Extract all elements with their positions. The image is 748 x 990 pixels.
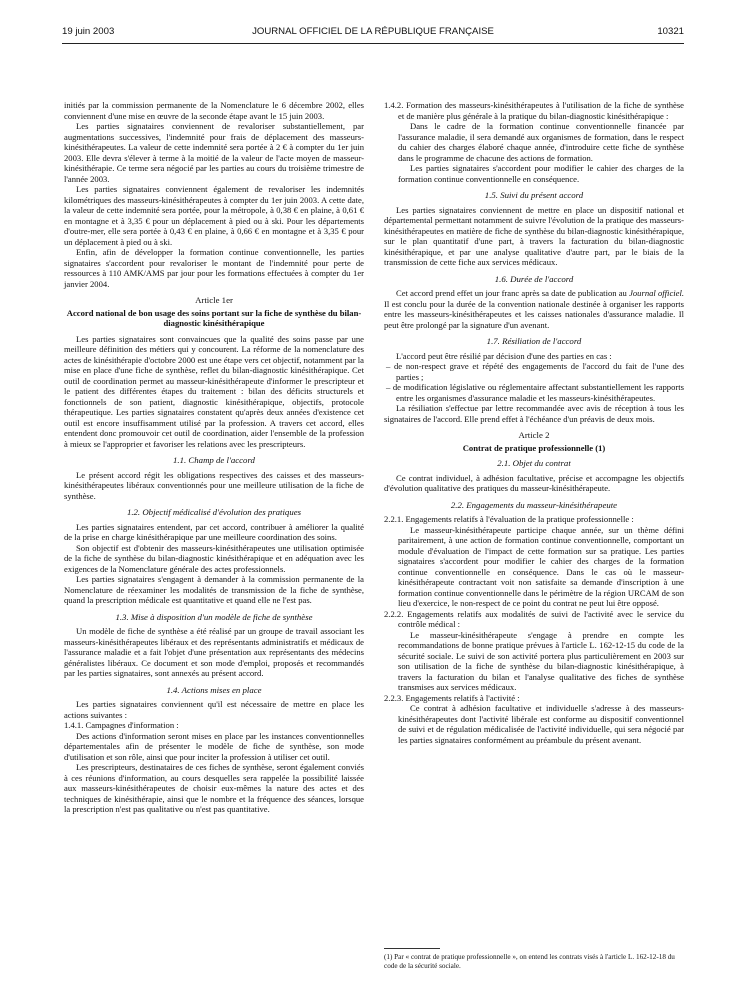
paragraph: La résiliation s'effectue par lettre recommandée avec avis de réception à tous les signataires de l'accord. Elle prend effet à l'échéance d'un préavis de deux mois. [384,403,684,424]
section-heading: 1.7. Résiliation de l'accord [486,336,582,346]
section-heading: 1.3. Mise à disposition d'un modèle de fiche de synthèse [115,611,313,622]
subsection-heading: 1.4.2. Formation des masseurs-kinésithérapeutes à l'utilisation de la fiche de synthèse et de manière plus générale à la pratique du bilan-diagnostic kinésithérapique : [384,100,684,121]
section-heading: 1.1. Champ de l'accord [173,455,255,465]
section-heading: 1.2. Objectif médicalisé d'évolution des pratiques [126,507,302,517]
list-item: – de non-respect grave et répété des engagements de l'accord du fait de l'une des parties ; [386,361,684,382]
list-item: – de modification législative ou réglementaire affectant substantiellement les rapports entre les organismes d'assurance maladie et les masseurs-kinésithérapeutes. [386,382,684,403]
paragraph: Des actions d'information seront mises en place par les instances conventionnelles départementales afin de présenter le modèle de fiche de synthèse, son mode d'utilisation et son rôle, ainsi que pour inciter la profession à utiliser cet outil. [64,730,364,762]
paragraph: Les prescripteurs, destinataires de ces fiches de synthèse, seront également conviés à ces réunions d'information, au cours desquelles sera rappelée la possibilité laissée aux masseurs-kinésithérapeutes de choisir eux-mêmes la nature des actes et des techniques de kinésithérapie, ainsi que le nombre et la fréquence des séances, lorsque la prescription n'est pas qualitative ou n'est pas quantitative. [64,762,364,814]
right-column [384,100,684,745]
left-column [64,100,364,815]
section-heading: 1.6. Durée de l'accord [494,273,574,284]
paragraph: Le masseur-kinésithérapeute s'engage à prendre en compte les recommandations de bonne pratique prévues à l'article L. 162-12-15 du code de la sécurité sociale. Le suivi de son activité portera plus particulièrement en 2003 sur son utilisation de la fiche de synthèse du bilan-diagnostic kinésithérapique, à travers la facturation du bilan et l'analyse qualitative des fiches de synthèse transmises aux services médicaux. [398,629,684,692]
subsection-heading: 1.4.1. Campagnes d'information : [64,720,179,730]
page-header [62,26,684,40]
paragraph [384,288,684,330]
paragraph: Le masseur-kinésithérapeute participe chaque année, sur un thème défini paritairement, à une action de formation continue conventionnelle, comportant un module d'évaluation de l'impact de cette formation sur sa pratique. Les parties signataires s'accordent pour modifier le cahier des charges de la formation continue conventionnelle en conséquence. Dans le cas où le masseur-kinésithérapeute contractant voit non satisfaite sa demande d'inscription à une formation continue conventionnelle dans le périmètre de la région URCAM de son lieu d'exercice, le non-respect de ce point du contrat ne peut lui être opposé. [398,524,684,608]
paragraph: Les parties signataires conviennent également de revaloriser les indemnités kilométriques des masseurs-kinésithérapeutes à compter du 1er juin 2003. A cette date, la valeur de cette indemnité sera portée, pour la métropole, à 0,38 € en plaine, à 0,61 € en montagne et à 3,35 € pour un déplacement à pied ou à ski. Pour les départements d'outre-mer, elle sera portée à 0,43 € en plaine, à 0,66 € en montagne et à 3,35 € pour un déplacement à pied ou à ski. [64,184,364,247]
paragraph: Les parties signataires conviennent de mettre en place un dispositif national et départemental permettant notamment de suivre l'évolution de la pratique des masseurs-kinésithérapeutes en matière de fiche de synthèse du bilan-diagnostic kinésithérapique, sur le plan quantitatif d'une part, à travers la facturation du bilan-diagnostic kinésithérapique, et par une analyse qualitative d'autre part, par le biais de la transmission de cette fiche aux services médicaux. [384,204,684,267]
section-heading: 1.4. Actions mises en place [166,684,262,695]
section-heading: 2.2. Engagements du masseur-kinésithérapeute [450,499,618,510]
subsection-heading: 2.2.3. Engagements relatifs à l'activité : [384,692,520,703]
paragraph: initiés par la commission permanente de la Nomenclature le 6 décembre 2002, elles conviennent d'une mise en œuvre de la seconde étape avant le 15 juin 2003. [64,100,364,121]
footnote-rule [384,948,440,949]
text-run: Il est conclu pour la durée de la convention nationale destinée à organiser les rapports entre les masseurs-kinésithérapeutes et les caisses nationales d'assurance maladie. Il peut être prolongé par la signature d'un avenant. [384,298,684,330]
section-heading: 2.1. Objet du contrat [497,458,571,468]
article-1-heading: Article 1er [195,295,233,305]
paragraph: Dans le cadre de la formation continue conventionnelle financée par l'assurance maladie, il sera demandé aux organismes de formation, dans le respect du cahier des charges élaboré chaque année, d'introduire cette fiche de synthèse dans le programme de chacune des actions de formation. [398,121,684,163]
paragraph: Les parties signataires s'engagent à demander à la commission permanente de la Nomenclature de réexaminer les modalités de transmission de la fiche de synthèse, quand la prescription médicale est quantitative et quand elle ne l'est pas. [64,574,364,605]
subsection-heading: 2.2.2. Engagements relatifs aux modalités de suivi de l'activité avec le service du contrôle médical : [384,608,684,629]
paragraph: Son objectif est d'obtenir des masseurs-kinésithérapeutes une utilisation optimisée de la fiche de synthèse du bilan-diagnostic kinésithérapique et en adéquation avec les exigences de la Nomenclature générale des actes professionnels. [64,542,364,574]
header-date: 19 juin 2003 [62,26,115,37]
paragraph: Enfin, afin de développer la formation continue conventionnelle, les parties signataires s'accordent pour revaloriser le montant de l'indemnité pour perte de ressources à 110 AMK/AMS par jour pour les formations effectuées à compter du 1er janvier 2004. [64,247,364,289]
paragraph: Les parties signataires conviennent de revaloriser substantiellement, par augmentations successives, l'indemnité pour frais de déplacement des masseurs-kinésithérapeutes. La valeur de cette indemnité sera portée à 2 € à compter du 1er juin 2003. Elle devra s'élever à terme à la moitié de la valeur de l'acte moyen de masseur-kinésithérapie. Ce terme sera négocié par les parties au cours du troisième trimestre de l'année 2003. [64,121,364,184]
paragraph: Un modèle de fiche de synthèse a été réalisé par un groupe de travail associant les masseurs-kinésithérapeutes libéraux et des représentants administratifs et médicaux de l'assurance maladie et a fait l'objet d'une présentation aux représentants des médecins généralistes libéraux. Ce document et son mode d'emploi, proposés et recommandés par les parties signataires, sont annexés au présent accord. [64,626,364,678]
header-page-number: 10321 [657,26,684,37]
paragraph: Le présent accord régit les obligations respectives des caisses et des masseurs-kinésithérapeutes libéraux conventionnés pour une meilleure utilisation de la fiche de synthèse. [64,469,364,501]
article-1-title: Accord national de bon usage des soins portant sur la fiche de synthèse du bilan-diagnostic kinésithérapique [66,307,362,328]
paragraph: Ce contrat à adhésion facultative et individuelle s'adresse à des masseurs-kinésithérapeutes dont l'activité libérale est conforme au dispositif conventionnel de suivi et de régulation médicalisée de l'activité individuelle, qui sera négocié par les parties signataires conformément au préambule du présent avenant. [398,703,684,745]
text-run: Cet accord prend effet un jour franc après sa date de publication au [396,288,627,298]
journal-officiel-italic: Journal officiel. [629,288,684,298]
section-heading: 1.5. Suivi du présent accord [484,190,584,200]
paragraph: Les parties signataires entendent, par cet accord, contribuer à améliorer la qualité de la prise en charge kinésithérapique par une meilleure coordination des soins. [64,521,364,542]
article-2-title: Contrat de pratique professionnelle (1) [462,442,606,453]
paragraph: Les parties signataires sont convaincues que la qualité des soins passe par une meilleure définition des métiers qui y concourent. La réforme de la nomenclature des actes de kinésithérapie d'octobre 2000 est une étape vers cet objectif, notamment par la mise en place d'une fiche de synthèse, reflet du bilan-diagnostic kinésithérapique. Cet outil de coordination permet au masseur-kinésithérapeute d'informer le prescripteur et le patient des différentes étapes du traitement : bilan des déficits structurels et fonctionnels de son patient, diagnostic kinésithérapique, objectifs, protocole thérapeutique. Les parties signataires constatent qu'après deux années d'existence cet outil est encore insuffisamment utilisé par la profession. A travers cet accord, elles entendent donc promouvoir cet outil de coordination, aider l'ensemble de la profession à mieux se l'approprier et favoriser les relations avec les prescripteurs. [64,333,364,449]
paragraph: Les parties signataires conviennent qu'il est nécessaire de mettre en place les actions suivantes : [64,699,364,720]
subsection-heading: 2.2.1. Engagements relatifs à l'évaluation de la pratique professionnelle : [384,514,634,524]
header-rule [62,43,684,44]
paragraph: Les parties signataires s'accordent pour modifier le cahier des charges de la formation continue conventionnelle en conséquence. [398,163,684,184]
resiliation-list [384,361,684,403]
paragraph: L'accord peut être résilié par décision d'une des parties en cas : [396,350,612,361]
footnote: (1) Par « contrat de pratique professionnelle », on entend les contrats visés à l'article L. 162-12-18 du code de la sécurité sociale. [384,953,675,970]
article-2-heading: Article 2 [518,430,550,440]
paragraph: Ce contrat individuel, à adhésion facultative, précise et accompagne les objectifs d'évolution qualitative des pratiques du masseur-kinésithérapeute. [384,472,684,493]
header-journal-title: JOURNAL OFFICIEL DE LA RÉPUBLIQUE FRANÇAISE [252,26,494,37]
